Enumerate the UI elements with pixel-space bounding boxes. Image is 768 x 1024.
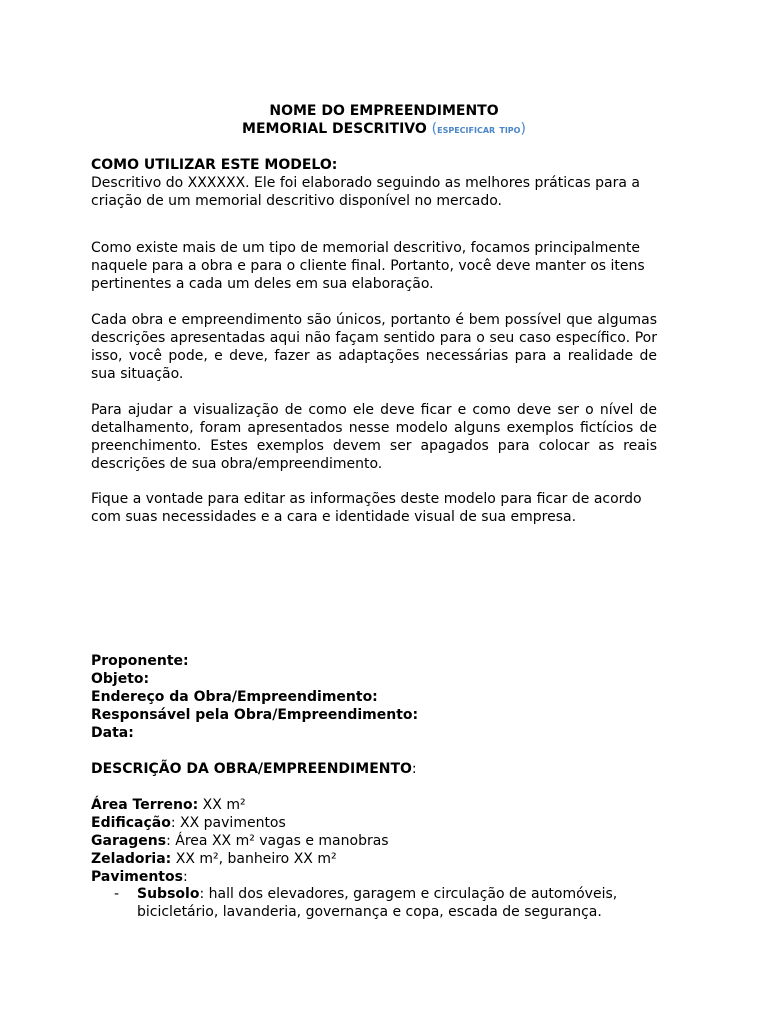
area-line <box>91 796 246 814</box>
intro-paragraph-5: Fique a vontade para editar as informações deste modelo para ficar de acordo com suas necessidades e a cara e identidade visual de sua empresa. <box>91 491 642 525</box>
garagens-label: Garagens <box>91 833 167 849</box>
edificacao-label: Edificação <box>91 815 171 831</box>
zeladoria-line <box>91 850 337 868</box>
document-subtitle <box>0 120 768 138</box>
area-value: XX m² <box>198 797 246 813</box>
project-name-heading: NOME DO EMPREENDIMENTO <box>269 103 499 119</box>
memorial-heading: MEMORIAL DESCRITIVO <box>242 121 427 137</box>
field-responsavel: Responsável pela Obra/Empreendimento: <box>91 707 419 723</box>
intro-paragraph-1: Descritivo do XXXXXX. Ele foi elaborado seguindo as melhores práticas para a criação de um memorial descritivo disponível no mercado. <box>91 175 640 209</box>
field-endereco: Endereço da Obra/Empreendimento: <box>91 689 378 705</box>
garagens-line <box>91 832 389 850</box>
zeladoria-value: XX m², banheiro XX m² <box>171 851 337 867</box>
spec-open-paren: ( <box>431 121 438 137</box>
document-title <box>0 102 768 120</box>
description-heading: DESCRIÇÃO DA OBRA/EMPREENDIMENTO <box>91 761 412 777</box>
subsolo-value: : hall dos elevadores, garagem e circulação de automóveis, bicicletário, lavanderia, governança e copa, escada de segurança. <box>137 886 618 920</box>
intro-paragraph-2: Como existe mais de um tipo de memorial descritivo, focamos principalmente naquele para a obra e para o cliente final. Portanto, você deve manter os itens pertinentes a cada um deles em sua elaboração. <box>91 240 645 292</box>
field-data: Data: <box>91 725 134 741</box>
subsolo-label: Subsolo <box>137 886 200 902</box>
usage-heading: COMO UTILIZAR ESTE MODELO: <box>91 157 338 173</box>
spec-close-paren: ) <box>520 121 526 137</box>
edificacao-value: : XX pavimentos <box>170 815 286 831</box>
intro-paragraph-3: Cada obra e empreendimento são únicos, portanto é bem possível que algumas descrições apresentadas aqui não façam sentido para o seu caso específico. Por isso, você pode, e deve, fazer as adaptações necessárias para a realidade de sua situação. <box>91 312 657 382</box>
field-objeto: Objeto: <box>91 671 150 687</box>
edificacao-line <box>91 814 286 832</box>
description-heading-colon: : <box>411 761 417 777</box>
description-heading-line <box>91 760 417 778</box>
intro-paragraph-4: Para ajudar a visualização de como ele deve ficar e como deve ser o nível de detalhamento, foram apresentados nesse modelo alguns exemplos fictícios de preenchimento. Estes exemplos devem ser apagados para colocar as reais descrições de sua obra/empreendimento. <box>91 402 657 472</box>
spec-type-placeholder: especificar tipo <box>437 122 521 136</box>
field-proponente: Proponente: <box>91 653 189 669</box>
pavimentos-label: Pavimentos <box>91 869 183 885</box>
bullet-marker: - <box>114 886 120 902</box>
garagens-value: : Área XX m² vagas e manobras <box>166 833 389 849</box>
pavimentos-value: : <box>182 869 188 885</box>
zeladoria-label: Zeladoria: <box>91 851 172 867</box>
subsolo-item <box>137 885 657 921</box>
pavimentos-line <box>91 868 188 886</box>
area-label: Área Terreno: <box>91 797 199 813</box>
